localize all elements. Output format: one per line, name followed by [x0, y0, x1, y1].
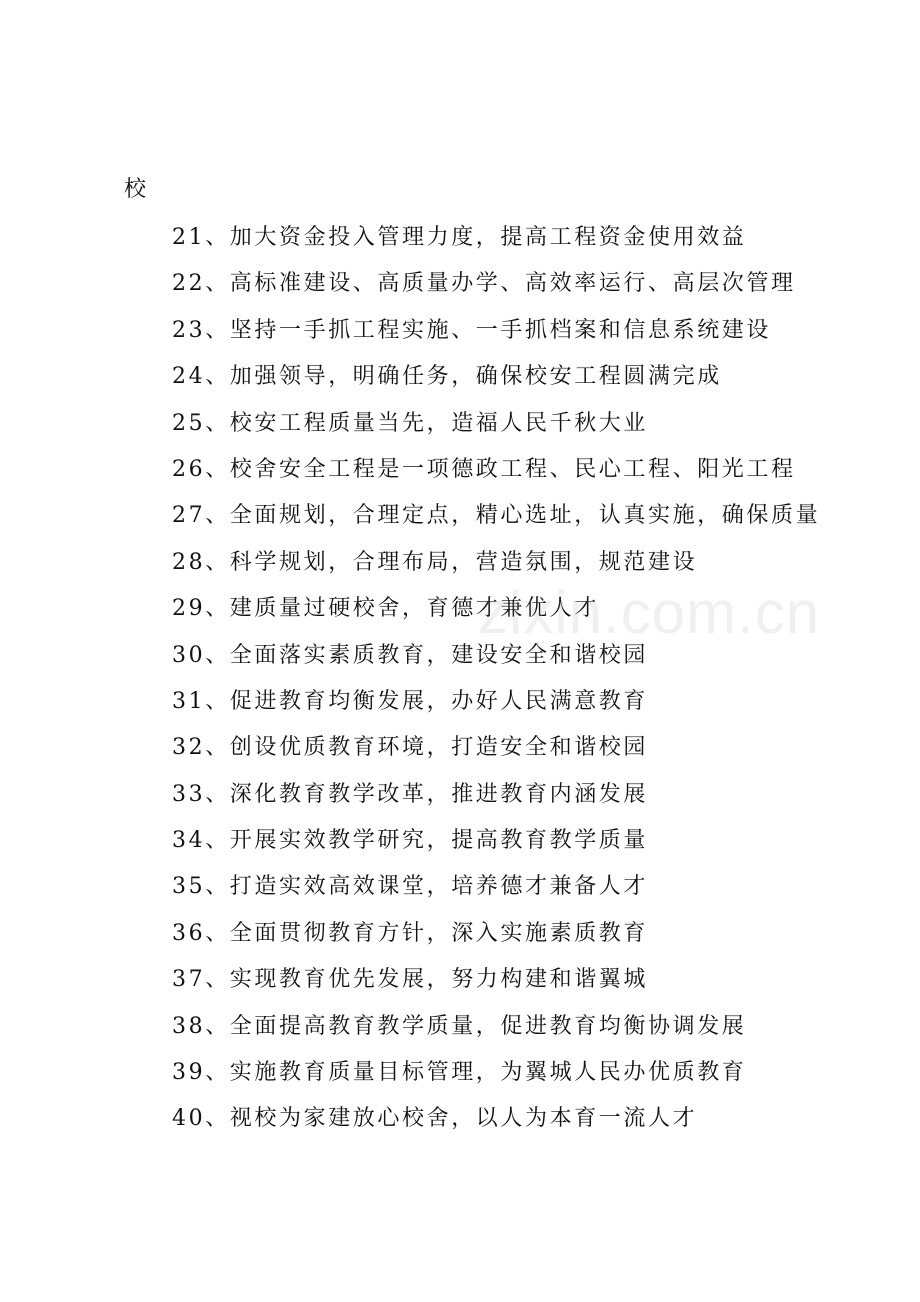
slogan-list	[172, 222, 820, 1150]
list-item: 30、全面落实素质教育，建设安全和谐校园	[172, 642, 648, 668]
list-item: 28、科学规划，合理布局，营造氛围，规范建设	[172, 549, 698, 575]
list-item: 21、加大资金投入管理力度，提高工程资金使用效益	[172, 225, 747, 250]
list-item: 39、实施教育质量目标管理，为翼城人民办优质教育	[172, 1060, 747, 1086]
list-item: 24、加强领导，明确任务，确保校安工程圆满完成	[172, 364, 722, 390]
list-item: 26、校舍安全工程是一项德政工程、民心工程、阳光工程	[172, 456, 796, 482]
list-item: 27、全面规划，合理定点，精心选址，认真实施，确保质量	[172, 503, 821, 529]
list-item: 37、实现教育优先发展，努力构建和谐翼城	[172, 967, 648, 993]
list-item: 32、创设优质教育环境，打造安全和谐校园	[172, 735, 648, 761]
list-item: 40、视校为家建放心校舍，以人为本育一流人才	[172, 1106, 698, 1132]
list-item: 36、全面贯彻教育方针，深入实施素质教育	[172, 920, 648, 946]
lead-text: 校	[124, 177, 149, 202]
list-item: 34、开展实效教学研究，提高教育教学质量	[172, 828, 648, 854]
watermark-text: zixin.com.cn	[478, 579, 821, 646]
list-item: 38、全面提高教育教学质量，促进教育均衡协调发展	[172, 1013, 747, 1039]
list-item: 35、打造实效高效课堂，培养德才兼备人才	[172, 874, 648, 900]
list-item: 25、校安工程质量当先，造福人民千秋大业	[172, 410, 648, 436]
list-item: 23、坚持一手抓工程实施、一手抓档案和信息系统建设	[172, 317, 771, 343]
list-item: 29、建质量过硬校舍，育德才兼优人才	[172, 596, 599, 622]
list-item: 31、促进教育均衡发展，办好人民满意教育	[172, 688, 648, 714]
list-item: 22、高标准建设、高质量办学、高效率运行、高层次管理	[172, 271, 796, 297]
list-item: 33、深化教育教学改革，推进教育内涵发展	[172, 781, 648, 807]
